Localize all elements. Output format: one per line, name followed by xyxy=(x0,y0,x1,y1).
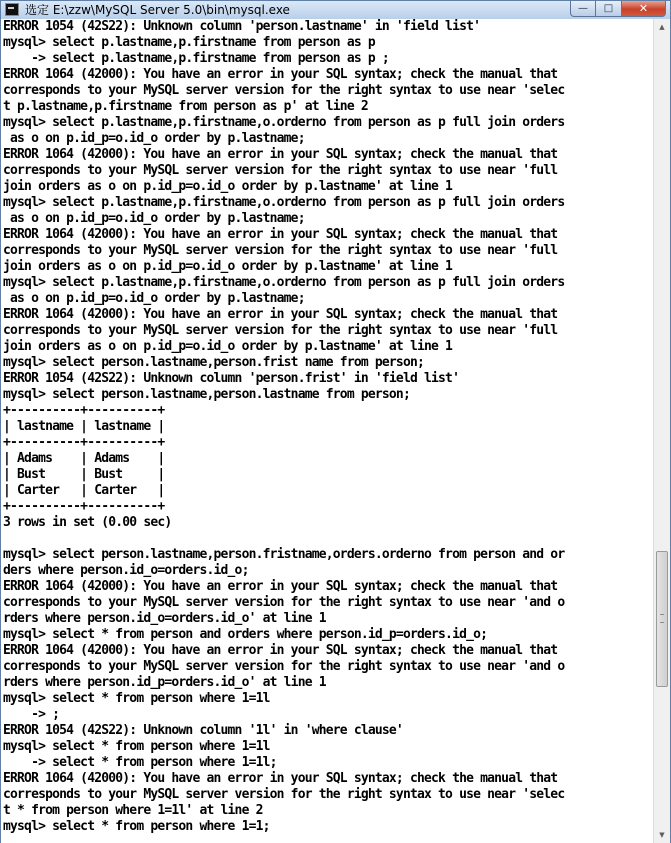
vertical-scrollbar[interactable] xyxy=(653,19,670,843)
console-line: ERROR 1054 (42S22): Unknown column 'person.lastname' in 'field list' xyxy=(3,19,481,34)
console-line: as o on p.id_p=o.id_o order by p.lastname; xyxy=(3,291,305,306)
console-line: corresponds to your MySQL server version for the right syntax to use near 'selec xyxy=(3,787,565,802)
console-lines xyxy=(3,19,564,835)
console-line: 3 rows in set (0.00 sec) xyxy=(3,515,172,530)
scroll-up-arrow-icon[interactable]: ▲ xyxy=(659,23,665,31)
console-line: -> select p.lastname,p.firstname from person as p ; xyxy=(3,51,389,66)
console-line: mysql> select person.lastname,person.lastname from person; xyxy=(3,387,410,402)
console-line: rders where person.id_p=orders.id_o' at line 1 xyxy=(3,675,326,690)
console-line: as o on p.id_p=o.id_o order by p.lastname; xyxy=(3,131,305,146)
maximize-icon: □ xyxy=(603,3,614,14)
console-line: +----------+----------+ xyxy=(3,403,165,418)
console-line: join orders as o on p.id_p=o.id_o order by p.lastname' at line 1 xyxy=(3,259,453,274)
console-line: as o on p.id_p=o.id_o order by p.lastname; xyxy=(3,211,305,226)
console-line: ERROR 1064 (42000): You have an error in your SQL syntax; check the manual that xyxy=(3,643,558,658)
console-line: mysql> select p.lastname,p.firstname,o.orderno from person as p full join orders xyxy=(3,275,565,290)
title-bar[interactable] xyxy=(1,1,670,19)
console-line: | Adams | Adams | xyxy=(3,451,165,466)
console-line: mysql> select p.lastname,p.firstname from person as p xyxy=(3,35,375,50)
console-line: -> ; xyxy=(3,707,60,722)
console-line: +----------+----------+ xyxy=(3,499,165,514)
console-line: mysql> select * from person where 1=1l xyxy=(3,739,270,754)
console-line: mysql> select p.lastname,p.firstname,o.orderno from person as p full join orders xyxy=(3,195,565,210)
console-output[interactable] xyxy=(1,19,653,843)
console-line: mysql> select person.lastname,person.frist name from person; xyxy=(3,355,424,370)
window-title: 选定 E:\zzw\MySQL Server 5.0\bin\mysql.exe xyxy=(25,3,290,17)
console-line: rders where person.id_o=orders.id_o' at line 1 xyxy=(3,611,326,626)
console-line: | Carter | Carter | xyxy=(3,483,165,498)
close-icon: ✕ xyxy=(638,2,649,15)
console-icon[interactable] xyxy=(5,3,19,16)
console-line: | lastname | lastname | xyxy=(3,419,165,434)
caption-buttons xyxy=(570,1,666,17)
minimize-icon: — xyxy=(578,3,588,14)
console-line: corresponds to your MySQL server version for the right syntax to use near 'full xyxy=(3,323,558,338)
close-button[interactable] xyxy=(622,1,666,17)
console-line: join orders as o on p.id_p=o.id_o order by p.lastname' at line 1 xyxy=(3,179,453,194)
console-line: ERROR 1064 (42000): You have an error in your SQL syntax; check the manual that xyxy=(3,307,558,322)
console-line: mysql> select p.lastname,p.firstname,o.orderno from person as p full join orders xyxy=(3,115,565,130)
maximize-button[interactable] xyxy=(596,1,622,17)
console-line: -> select * from person where 1=1l; xyxy=(3,755,277,770)
console-line: mysql> select person.lastname,person.fristname,orders.orderno from person and or xyxy=(3,547,565,562)
console-line: ERROR 1054 (42S22): Unknown column '1l' in 'where clause' xyxy=(3,723,403,738)
console-line: ERROR 1064 (42000): You have an error in your SQL syntax; check the manual that xyxy=(3,67,558,82)
console-line: mysql> select * from person where 1=1l xyxy=(3,691,270,706)
console-line: +----------+----------+ xyxy=(3,435,165,450)
console-line: corresponds to your MySQL server version for the right syntax to use near 'selec xyxy=(3,83,565,98)
console-line: join orders as o on p.id_p=o.id_o order by p.lastname' at line 1 xyxy=(3,339,453,354)
console-line xyxy=(3,531,564,547)
console-line: corresponds to your MySQL server version for the right syntax to use near 'full xyxy=(3,163,558,178)
console-line: mysql> select * from person where 1=1; xyxy=(3,819,270,834)
console-line: ERROR 1064 (42000): You have an error in your SQL syntax; check the manual that xyxy=(3,227,558,242)
console-line: t * from person where 1=1l' at line 2 xyxy=(3,803,263,818)
console-line: ERROR 1054 (42S22): Unknown column 'person.frist' in 'field list' xyxy=(3,371,460,386)
console-line: ders where person.id_o=orders.id_o; xyxy=(3,563,249,578)
console-line: | Bust | Bust | xyxy=(3,467,165,482)
console-line: ERROR 1064 (42000): You have an error in your SQL syntax; check the manual that xyxy=(3,771,558,786)
console-line: mysql> select * from person and orders where person.id_p=orders.id_o; xyxy=(3,627,488,642)
scroll-down-arrow-icon[interactable]: ▼ xyxy=(659,831,665,839)
minimize-button[interactable] xyxy=(570,1,596,17)
console-line: ERROR 1064 (42000): You have an error in your SQL syntax; check the manual that xyxy=(3,579,558,594)
console-line: ERROR 1064 (42000): You have an error in your SQL syntax; check the manual that xyxy=(3,147,558,162)
console-line: corresponds to your MySQL server version for the right syntax to use near 'full xyxy=(3,243,558,258)
console-line: corresponds to your MySQL server version for the right syntax to use near 'and o xyxy=(3,659,565,674)
console-line: corresponds to your MySQL server version for the right syntax to use near 'and o xyxy=(3,595,565,610)
scrollbar-thumb[interactable] xyxy=(656,551,668,687)
console-line: t p.lastname,p.firstname from person as p' at line 2 xyxy=(3,99,368,114)
